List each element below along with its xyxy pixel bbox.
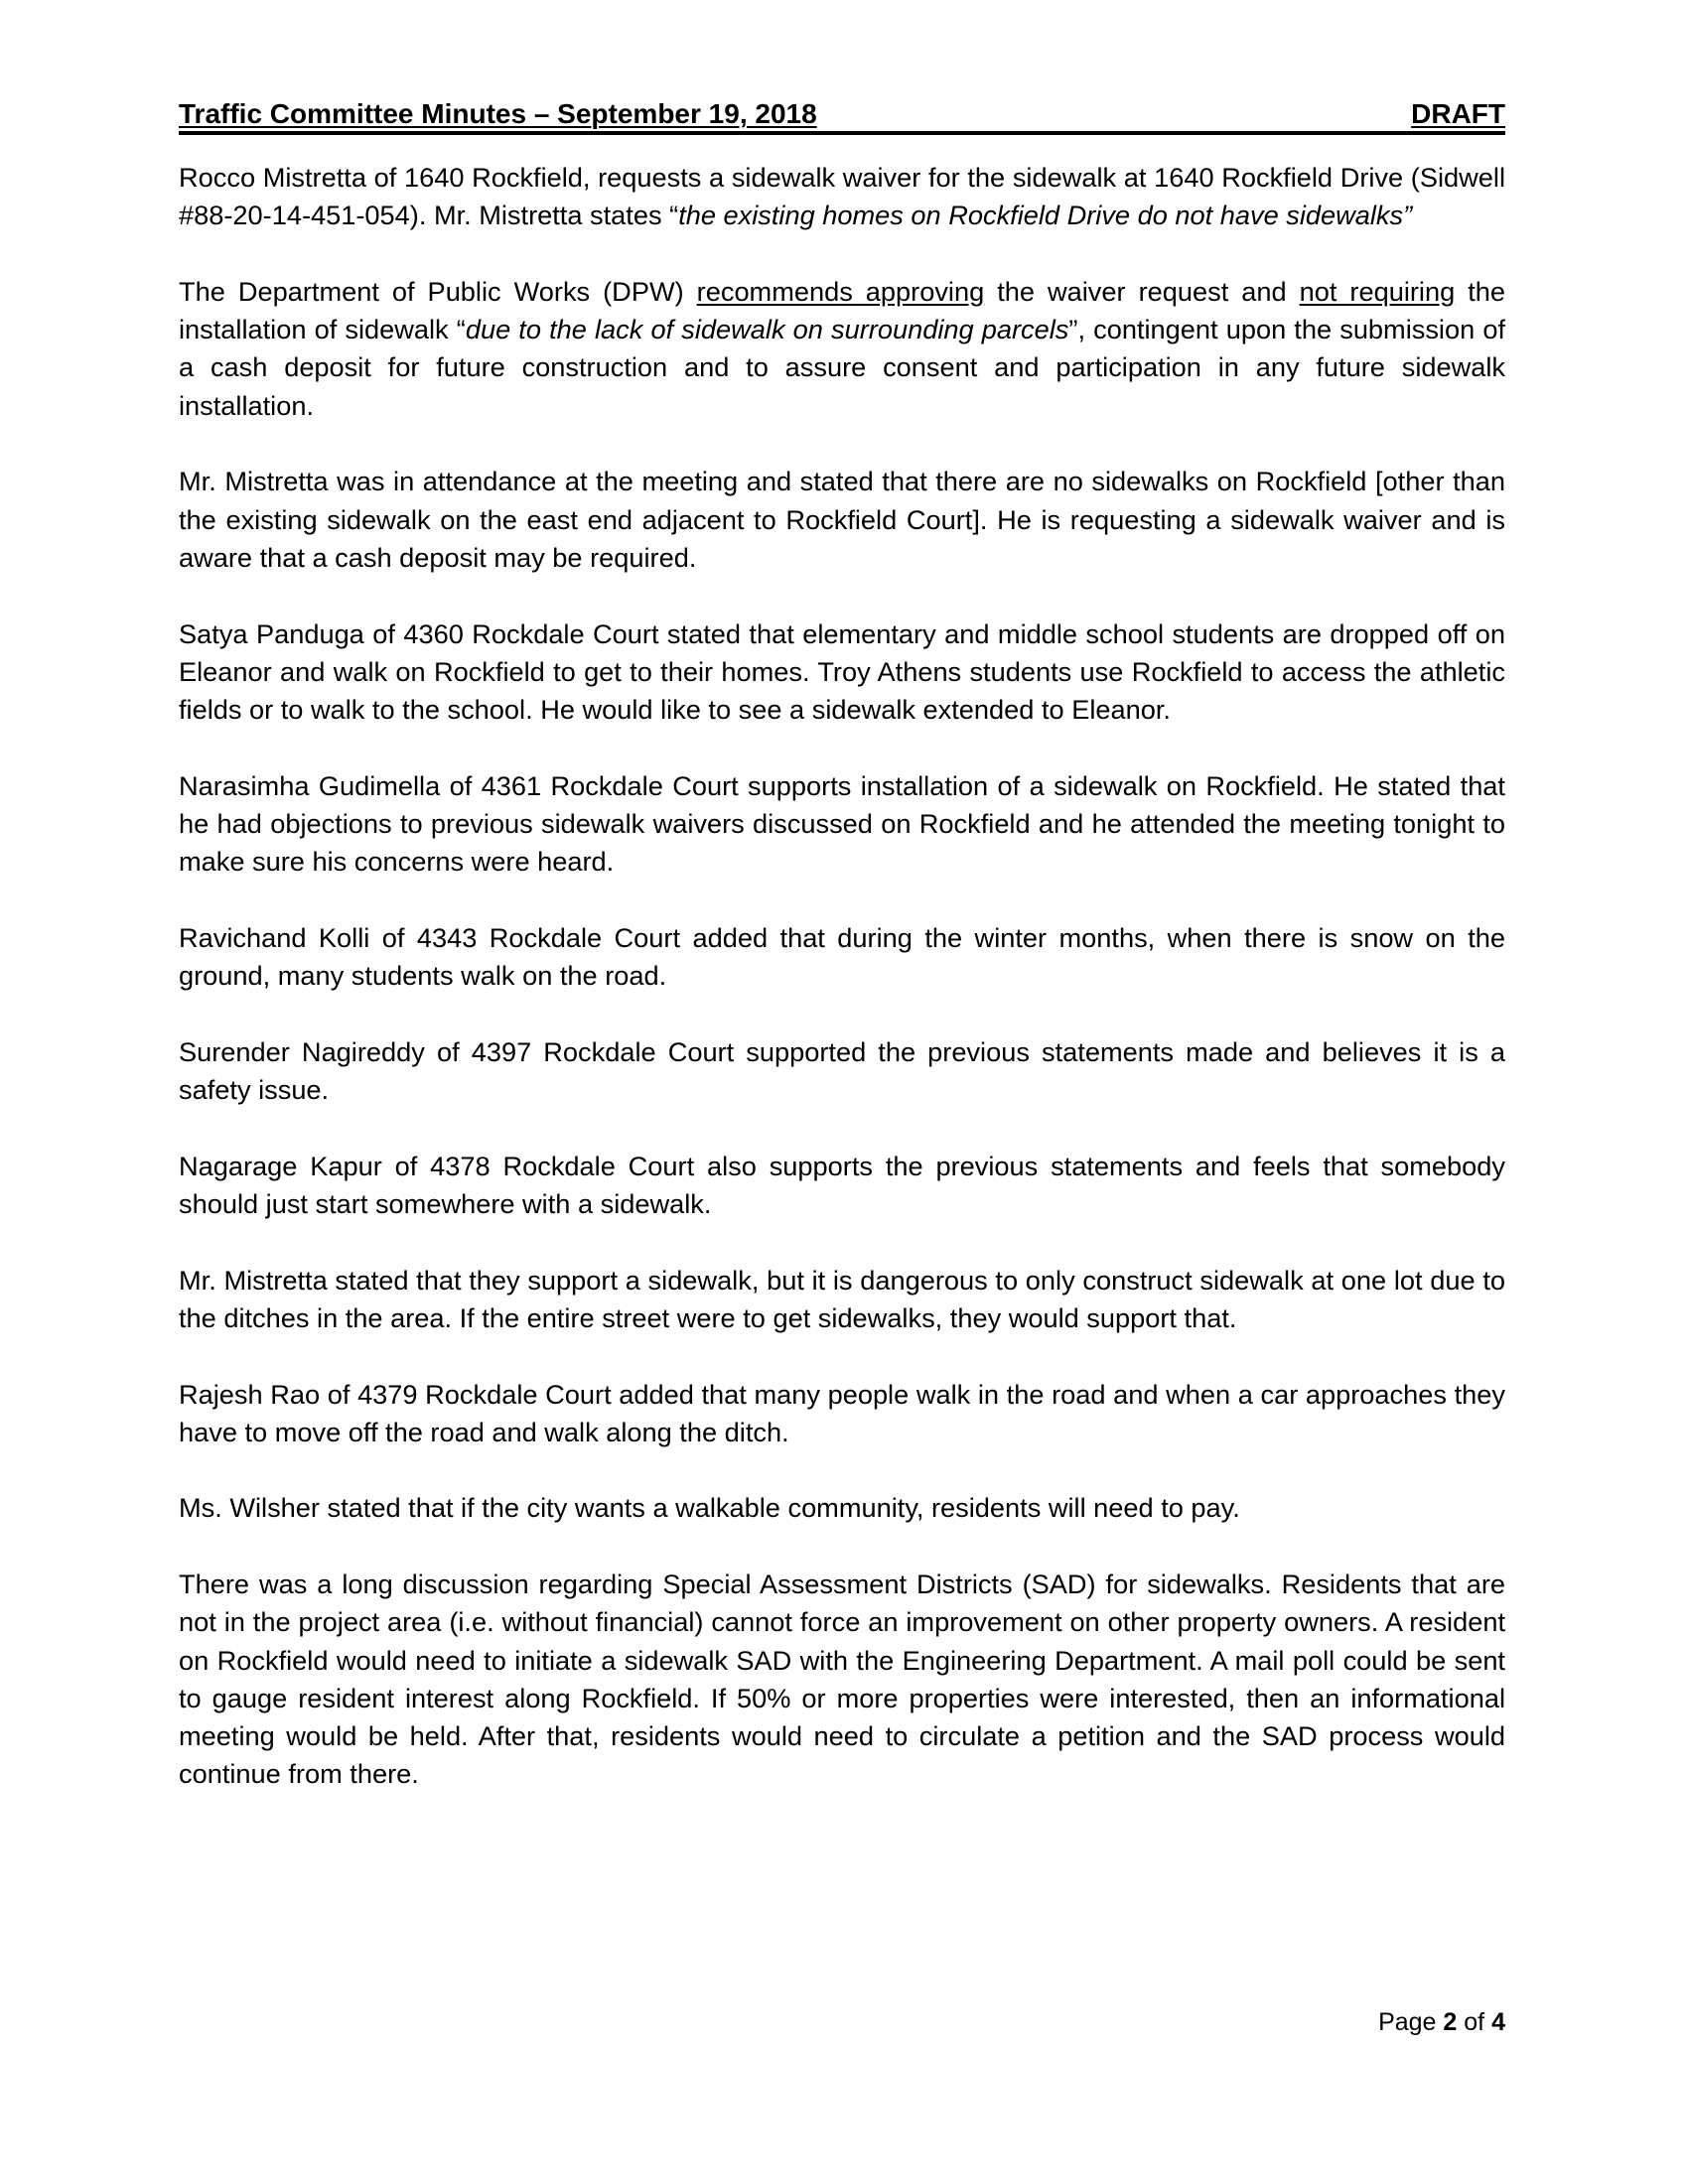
minutes-body	[179, 159, 1505, 1832]
text-segment: Ms. Wilsher stated that if the city wants a walkable community, residents will need to pay.	[179, 1492, 1240, 1524]
page-of-label: of	[1464, 2008, 1485, 2036]
text-segment: Surender Nagireddy of 4397 Rockdale Court supported the previous statements made and believes it is a safety issue.	[179, 1035, 1505, 1106]
text-segment: Nagarage Kapur of 4378 Rockdale Court also supports the previous statements and feels that somebody should just start somewhere with a sidewalk.	[179, 1150, 1505, 1220]
paragraph-mistretta-request	[179, 159, 1505, 235]
current-page: 2	[1443, 2008, 1458, 2036]
paragraph-nagireddy	[179, 1033, 1505, 1110]
italic-quote: the existing homes on Rockfield Drive do not have sidewalks”	[678, 200, 1413, 231]
underlined-text: recommends approving	[696, 275, 985, 307]
paragraph-wilsher	[179, 1489, 1505, 1527]
page-label: Page	[1378, 2008, 1437, 2036]
italic-quote: due to the lack of sidewalk on surrounding parcels	[465, 314, 1069, 345]
text-segment: Rajesh Rao of 4379 Rockdale Court added that many people walk in the road and when a car approaches they have to move off the road and walk along the ditch.	[179, 1378, 1505, 1447]
text-segment: The Department of Public Works (DPW)	[179, 275, 697, 307]
total-pages: 4	[1491, 2008, 1505, 2036]
paragraph-panduga	[179, 615, 1505, 730]
text-segment: Mr. Mistretta stated that they support a sidewalk, but it is dangerous to only construct sidewalk at one lot due to the ditches in the area. If the entire street were to get sidewalks, they would support that.	[179, 1264, 1505, 1333]
draft-status-label: DRAFT	[1411, 98, 1505, 129]
text-segment: the waiver request and	[984, 275, 1300, 307]
document-title: Traffic Committee Minutes – September 19, 2018	[179, 98, 817, 129]
paragraph-kapur	[179, 1148, 1505, 1224]
page-header	[179, 98, 1505, 135]
text-segment: Satya Panduga of 4360 Rockdale Court stated that elementary and middle school students are dropped off on Eleanor and walk on Rockfield to get to their homes. Troy Athens students use Rockfield to access the athletic fields or to walk to the school. He would like to see a sidewalk extended to Eleanor.	[179, 617, 1505, 726]
text-segment: ”, contingent upon the submission of a cash deposit for future construction and to assure consent and participation in any future sidewalk installation.	[179, 314, 1506, 421]
paragraph-kolli	[179, 919, 1505, 996]
text-segment: There was a long discussion regarding Special Assessment Districts (SAD) for sidewalks. Residents that are not in the project area (i.e. without financial) cannot force an improvement on other property owners. A resident on Rockfield would need to initiate a sidewalk SAD with the Engineering Department. A mail poll could be sent to gauge resident interest along Rockfield. If 50% or more properties were interested, then an informational meeting would be held. After that, residents would need to circulate a petition and the SAD process would continue from there.	[179, 1568, 1505, 1790]
paragraph-mistretta-support	[179, 1262, 1505, 1338]
underlined-text: not requiring	[1299, 275, 1456, 307]
paragraph-mistretta-attendance	[179, 463, 1505, 577]
text-segment: Rocco Mistretta of 1640 Rockfield, requests a sidewalk waiver for the sidewalk at 1640 Rockfield Drive (Sidwell #88-20-14-451-054). Mr. Mistretta states “	[179, 162, 1505, 231]
paragraph-sad-discussion	[179, 1566, 1505, 1794]
paragraph-dpw-recommendation	[179, 273, 1505, 425]
text-segment: Ravichand Kolli of 4343 Rockdale Court added that during the winter months, when there is snow on the ground, many students walk on the road.	[179, 921, 1505, 992]
page-number	[1378, 2007, 1505, 2037]
text-segment: Narasimha Gudimella of 4361 Rockdale Court supports installation of a sidewalk on Rockfield. He stated that he had objections to previous sidewalk waivers discussed on Rockfield and he attended the meeting tonight to make sure his concerns were heard.	[179, 769, 1505, 878]
paragraph-rao	[179, 1376, 1505, 1452]
paragraph-gudimella	[179, 767, 1505, 882]
text-segment: Mr. Mistretta was in attendance at the meeting and stated that there are no sidewalks on Rockfield [other than the existing sidewalk on the east end adjacent to Rockfield Court]. He is requesting a sidewalk waiver and is aware that a cash deposit may be required.	[179, 466, 1505, 573]
text-segment: the installation of sidewalk “	[179, 275, 1505, 345]
